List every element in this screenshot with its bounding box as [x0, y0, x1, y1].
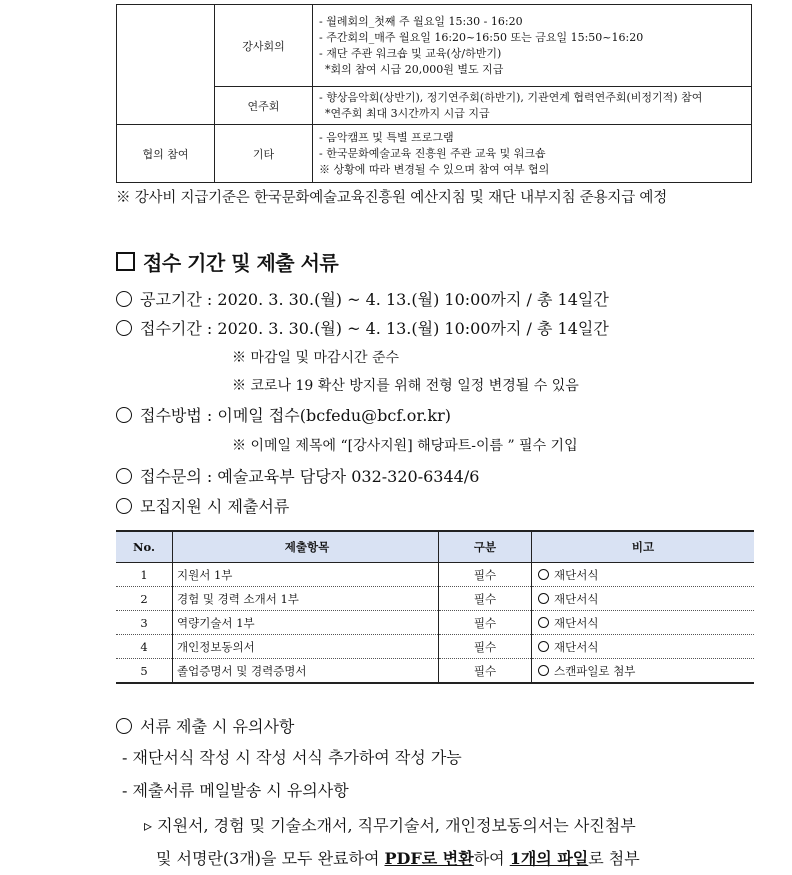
- inquiry: [116, 464, 479, 487]
- row-kind: 필수: [439, 587, 532, 611]
- desc-line: ※ 상황에 따라 변경될 수 있으며 참여 여부 협의: [319, 162, 550, 176]
- row-note-text: 스캔파일로 첨부: [554, 663, 636, 678]
- receipt-note-covid: ※ 코로나 19 확산 방지를 위해 전형 일정 변경될 수 있음: [232, 378, 579, 394]
- circle-bullet-icon: [116, 718, 132, 734]
- section-title: [116, 247, 338, 276]
- circle-bullet-icon: [116, 320, 132, 336]
- receipt-period: [116, 316, 609, 339]
- row-no: 2: [116, 587, 173, 611]
- caution-line-3: ▹ 지원서, 경험 및 기술소개서, 직무기술서, 개인정보동의서는 사진첨부: [144, 816, 636, 835]
- announce-period: [116, 287, 609, 310]
- documents-table: [116, 530, 754, 684]
- desc-line: - 향상음악회(상반기), 정기연주회(하반기), 기관연계 협력연주회(비정기적) 참여: [319, 90, 703, 104]
- activity-sub-meeting: 강사회의: [215, 5, 313, 87]
- caution-text: 로 첨부: [588, 849, 640, 868]
- row-kind: 필수: [439, 635, 532, 659]
- row-item: 개인정보동의서: [173, 635, 439, 659]
- table-row: [116, 659, 754, 684]
- row-note-text: 재단서식: [554, 615, 599, 630]
- circle-icon: [538, 569, 549, 580]
- table-row: [116, 563, 754, 587]
- row-kind: 필수: [439, 659, 532, 684]
- caution-line-4: [156, 846, 640, 869]
- circle-bullet-icon: [116, 468, 132, 484]
- caution-text: 및 서명란(3개)을 모두 완료하여: [156, 849, 385, 868]
- circle-icon: [538, 617, 549, 628]
- docs-heading: [116, 494, 289, 517]
- receipt-method: [116, 403, 451, 426]
- row-note: [532, 659, 755, 684]
- table-row: [116, 587, 754, 611]
- circle-icon: [538, 641, 549, 652]
- row-note-text: 재단서식: [554, 567, 599, 582]
- caution-text: 하여: [473, 849, 510, 868]
- row-note: [532, 611, 755, 635]
- row-note-text: 재단서식: [554, 639, 599, 654]
- col-header-kind: 구분: [439, 531, 532, 563]
- row-item: 경험 및 경력 소개서 1부: [173, 587, 439, 611]
- receipt-method-text: 접수방법 : 이메일 접수(bcfedu@bcf.or.kr): [140, 406, 451, 425]
- caution-heading: [116, 714, 294, 737]
- col-header-no: No.: [116, 531, 173, 563]
- row-note: [532, 635, 755, 659]
- email-subject-note: ※ 이메일 제목에 “[강사지원] 해당파트-이름 ” 필수 기입: [232, 438, 578, 454]
- announce-period-text: 공고기간 : 2020. 3. 30.(월) ~ 4. 13.(월) 10:00까지 / 총 14일간: [140, 290, 609, 309]
- caution-heading-text: 서류 제출 시 유의사항: [140, 717, 295, 736]
- caution-line-1: - 재단서식 작성 시 작성 서식 추가하여 작성 가능: [122, 748, 462, 767]
- activity-sub-concert: 연주회: [215, 87, 313, 125]
- row-note-text: 재단서식: [554, 591, 599, 606]
- row-no: 3: [116, 611, 173, 635]
- col-header-item: 제출항목: [173, 531, 439, 563]
- desc-line: - 음악캠프 및 특별 프로그램: [319, 130, 454, 144]
- row-item: 역량기술서 1부: [173, 611, 439, 635]
- circle-icon: [538, 665, 549, 676]
- checkbox-square-icon: [116, 252, 135, 271]
- caution-emphasis-one-file: 1개의 파일: [509, 849, 589, 868]
- row-no: 4: [116, 635, 173, 659]
- desc-line: - 한국문화예술교육 진흥원 주관 교육 및 워크숍: [319, 146, 546, 160]
- activity-sub-etc: 기타: [215, 125, 313, 183]
- receipt-period-text: 접수기간 : 2020. 3. 30.(월) ~ 4. 13.(월) 10:00까지 / 총 14일간: [140, 319, 609, 338]
- row-kind: 필수: [439, 611, 532, 635]
- desc-line: *회의 참여 시급 20,000원 별도 지급: [325, 62, 504, 76]
- circle-bullet-icon: [116, 291, 132, 307]
- circle-bullet-icon: [116, 407, 132, 423]
- activity-desc-meeting: [313, 5, 752, 87]
- circle-bullet-icon: [116, 498, 132, 514]
- activity-category-consult: 협의 참여: [117, 125, 215, 183]
- table-row: [116, 611, 754, 635]
- circle-icon: [538, 593, 549, 604]
- desc-line: - 재단 주관 워크숍 및 교육(상/하반기): [319, 46, 502, 60]
- caution-line-2: - 제출서류 메일발송 시 유의사항: [122, 781, 349, 800]
- row-note: [532, 587, 755, 611]
- row-kind: 필수: [439, 563, 532, 587]
- row-no: 1: [116, 563, 173, 587]
- row-item: 졸업증명서 및 경력증명서: [173, 659, 439, 684]
- fee-note: ※ 강사비 지급기준은 한국문화예술교육진흥원 예산지침 및 재단 내부지침 준용지급 예정: [116, 190, 668, 206]
- row-no: 5: [116, 659, 173, 684]
- docs-heading-text: 모집지원 시 제출서류: [140, 497, 290, 516]
- table-row: [116, 635, 754, 659]
- activity-table: [116, 4, 752, 183]
- row-item: 지원서 1부: [173, 563, 439, 587]
- activity-desc-concert: [313, 87, 752, 125]
- row-note: [532, 563, 755, 587]
- receipt-note-deadline: ※ 마감일 및 마감시간 준수: [232, 350, 400, 366]
- desc-line: - 월례회의_첫째 주 월요일 15:30 - 16:20: [319, 14, 523, 28]
- section-title-text: 접수 기간 및 제출 서류: [143, 251, 339, 275]
- caution-emphasis-pdf: PDF로 변환: [384, 849, 474, 868]
- desc-line: *연주회 최대 3시간까지 시급 지급: [325, 106, 490, 120]
- desc-line: - 주간회의_매주 월요일 16:20~16:50 또는 금요일 15:50~16:20: [319, 30, 644, 44]
- inquiry-text: 접수문의 : 예술교육부 담당자 032-320-6344/6: [140, 467, 480, 486]
- col-header-note: 비고: [532, 531, 755, 563]
- activity-category-blank: [117, 5, 215, 125]
- activity-desc-etc: [313, 125, 752, 183]
